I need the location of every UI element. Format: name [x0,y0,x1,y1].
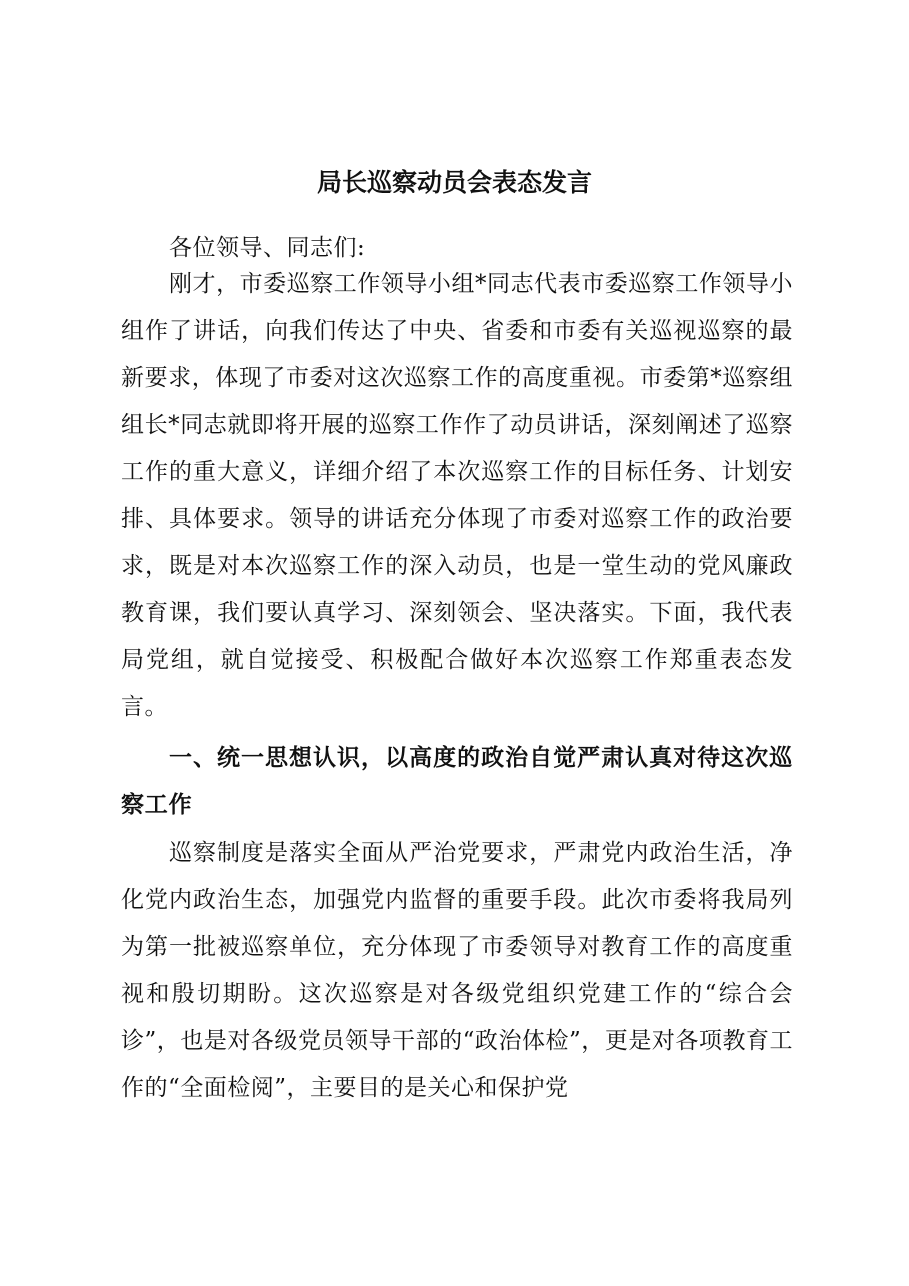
document-title: 局长巡察动员会表态发言 [316,168,592,197]
paragraph-section-1: 巡察制度是落实全面从严治党要求，严肃党内政治生活，净化党内政治生态，加强党内监督的重要手段。此次市委将我局列为第一批被巡察单位，充分体现了市委领导对教育工作的高度重视和殷切期盼。这次巡察是对各级党组织党建工作的“综合会诊”，也是对各级党员领导干部的“政治体检”，更是对各项教育工作的“全面检阅”，主要目的是关心和保护党 [121,840,793,1101]
section-heading-1: 一、统一思想认识，以高度的政治自觉严肃认真对待这次巡察工作 [121,745,793,818]
salutation: 各位领导、同志们: [169,235,366,261]
paragraph-opening: 刚才，市委巡察工作领导小组*同志代表市委巡察工作领导小组作了讲话，向我们传达了中央、省委和市委有关巡视巡察的最新要求，体现了市委对这次巡察工作的高度重视。市委第*巡察组组长*同志就即将开展的巡察工作作了动员讲话，深刻阐述了巡察工作的重大意义，详细介绍了本次巡察工作的目标任务、计划安排、具体要求。领导的讲话充分体现了市委对巡察工作的政治要求，既是对本次巡察工作的深入动员，也是一堂生动的党风廉政教育课，我们要认真学习、深刻领会、坚决落实。下面，我代表局党组，就自觉接受、积极配合做好本次巡察工作郑重表态发言。 [121,271,793,720]
